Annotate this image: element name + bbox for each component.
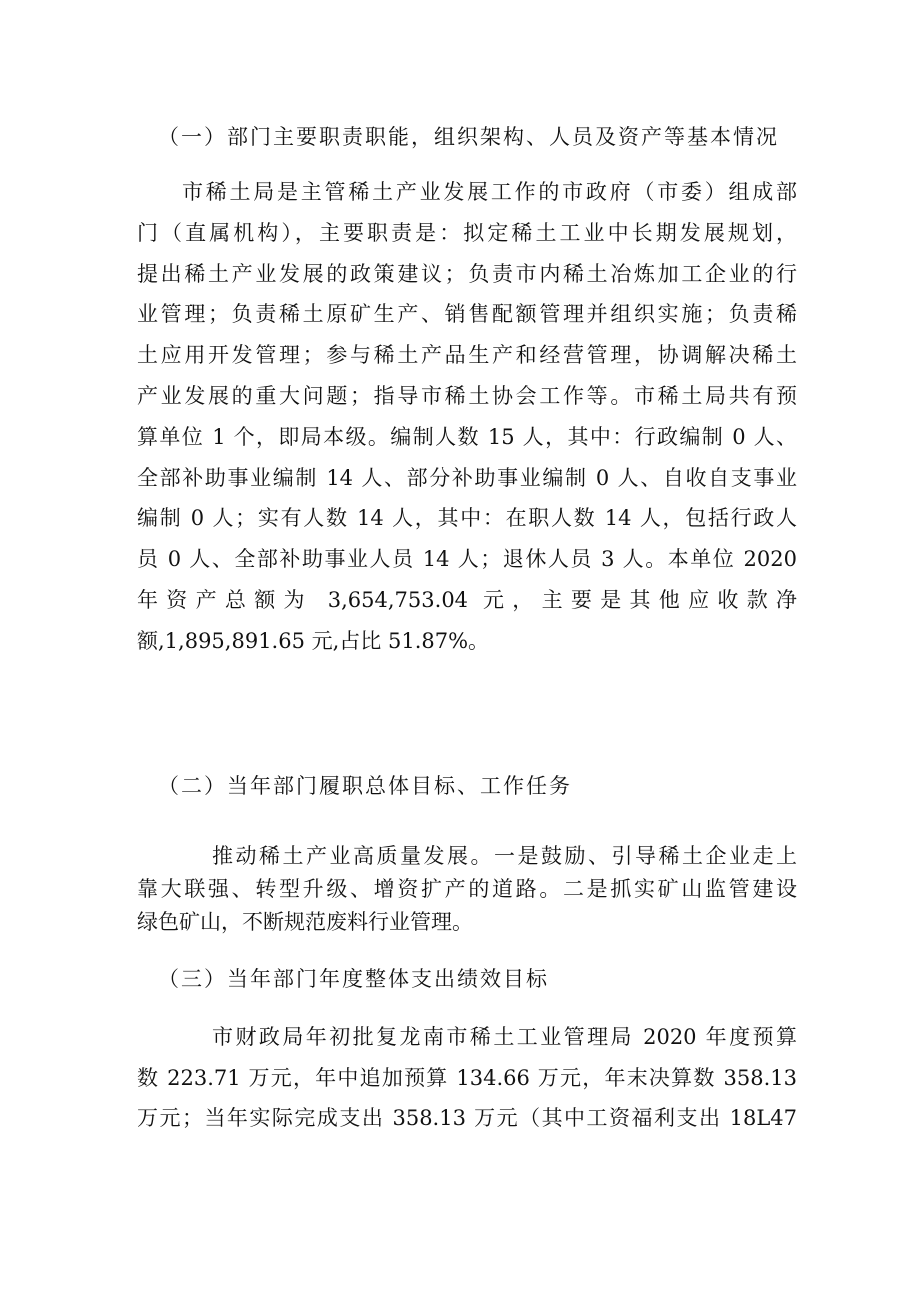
section-body-3 [137, 1017, 797, 1139]
body-line: 额,1,895,891.65 元,占比 51.87%。 [137, 628, 490, 653]
body-line: 门（直属机构），主要职责是：拟定稀土工业中长期发展规划， [137, 220, 797, 245]
body-line: 员 0 人、全部补助事业人员 14 人；退休人员 3 人。本单位 2020 [137, 547, 797, 572]
body-line: 全部补助事业编制 14 人、部分补助事业编制 0 人、自收自支事业 [137, 465, 797, 490]
body-line: 产业发展的重大问题；指导市稀土协会工作等。市稀土局共有预 [137, 383, 797, 408]
body-line: 市稀土局是主管稀土产业发展工作的市政府（市委）组成部 [182, 180, 797, 204]
body-line: 数 223.71 万元，年中追加预算 134.66 万元，年末决算数 358.13 [137, 1065, 797, 1090]
body-line: 万元；当年实际完成支出 358.13 万元（其中工资福利支出 18L47 [137, 1106, 797, 1130]
section-heading-3: （三）当年部门年度整体支出绩效目标 [158, 967, 549, 991]
body-line: 绿色矿山，不断规范废料行业管理。 [137, 910, 473, 934]
section-heading-1: （一）部门主要职责职能，组织架构、人员及资产等基本情况 [158, 125, 779, 149]
body-line: 算单位 1 个，即局本级。编制人数 15 人，其中：行政编制 0 人、 [137, 424, 797, 449]
section-body-2 [137, 840, 797, 939]
section-body-1 [137, 172, 797, 662]
body-line: 靠大联强、转型升级、增资扩产的道路。二是抓实矿山监管建设 [137, 877, 797, 901]
body-line: 年资产总额为 3,654,753.04 元，主要是其他应收款净 [137, 587, 797, 612]
section-heading-2: （二）当年部门履职总体目标、工作任务 [158, 774, 572, 798]
body-line: 业管理；负责稀土原矿生产、销售配额管理并组织实施；负责稀 [137, 302, 797, 327]
body-line: 市财政局年初批复龙南市稀土工业管理局 2020 年度预算 [212, 1025, 797, 1049]
body-line: 推动稀土产业高质量发展。一是鼓励、引导稀土企业走上 [212, 844, 797, 868]
body-line: 提出稀土产业发展的政策建议；负责市内稀土冶炼加工企业的行 [137, 261, 797, 286]
body-line: 土应用开发管理；参与稀土产品生产和经营管理，协调解决稀土 [137, 343, 797, 368]
body-line: 编制 0 人；实有人数 14 人，其中：在职人数 14 人，包括行政人 [137, 506, 797, 531]
